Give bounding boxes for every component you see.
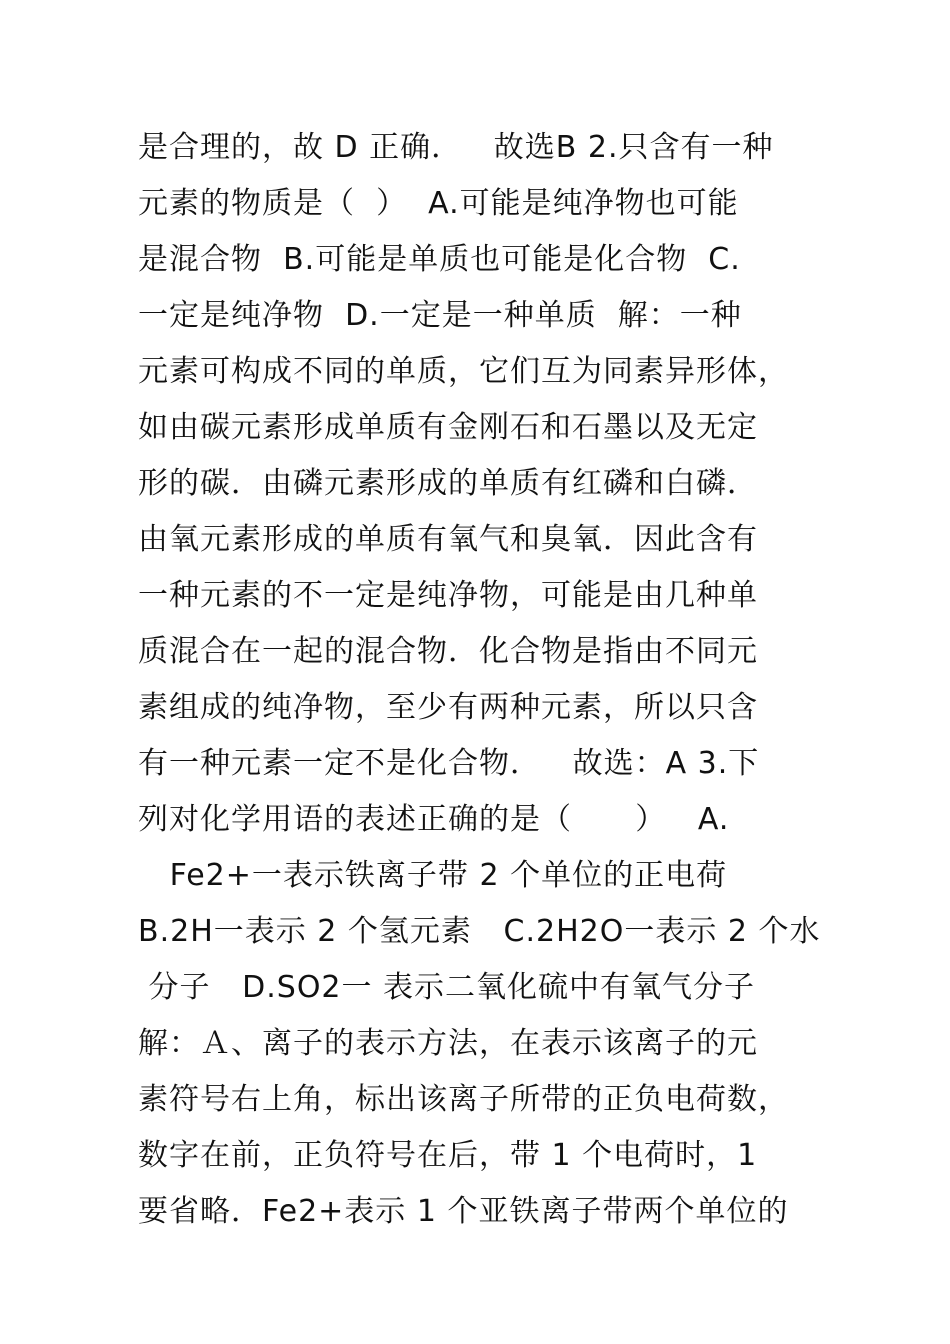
text-line: 由氧元素形成的单质有氧气和臭氧．因此含有 [138,522,758,557]
text-line: 元素可构成不同的单质，它们互为同素异形体， [138,354,789,389]
text-line: 是混合物 B.可能是单质也可能是化合物 C. [138,242,741,277]
text-line: 分子 D.SO2一 表示二氧化硫中有氧气分子 [138,970,756,1005]
text-line: B.2H一表示 2 个氢元素 C.2H2O一表示 2 个水 [138,914,821,949]
text-line: 质混合在一起的混合物．化合物是指由不同元 [138,634,758,669]
text-line: 有一种元素一定不是化合物． 故选：A 3.下 [138,746,760,781]
text-line: 列对化学用语的表述正确的是（ ） A. [138,802,730,837]
text-line: 数字在前，正负符号在后，带 1 个电荷时，1 [138,1138,758,1173]
text-line: 解：Ａ、离子的表示方法，在表示该离子的元 [138,1026,758,1061]
text-line: 素组成的纯净物，至少有两种元素，所以只含 [138,690,758,725]
text-line: 一种元素的不一定是纯净物，可能是由几种单 [138,578,758,613]
text-line: 如由碳元素形成单质有金刚石和石墨以及无定 [138,410,758,445]
text-line: 形的碳．由磷元素形成的单质有红磷和白磷． [138,466,758,501]
text-line: Fe2+一表示铁离子带 2 个单位的正电荷 [138,858,728,893]
text-line: 一定是纯净物 D.一定是一种单质 解：一种 [138,298,742,333]
text-line: 要省略．Fe2+表示 1 个亚铁离子带两个单位的 [138,1194,789,1229]
text-line: 是合理的，故 D 正确． 故选B 2.只含有一种 [138,130,774,165]
text-line: 元素的物质是（ ） A.可能是纯净物也可能 [138,186,739,221]
text-line: 素符号右上角，标出该离子所带的正负电荷数， [138,1082,789,1117]
